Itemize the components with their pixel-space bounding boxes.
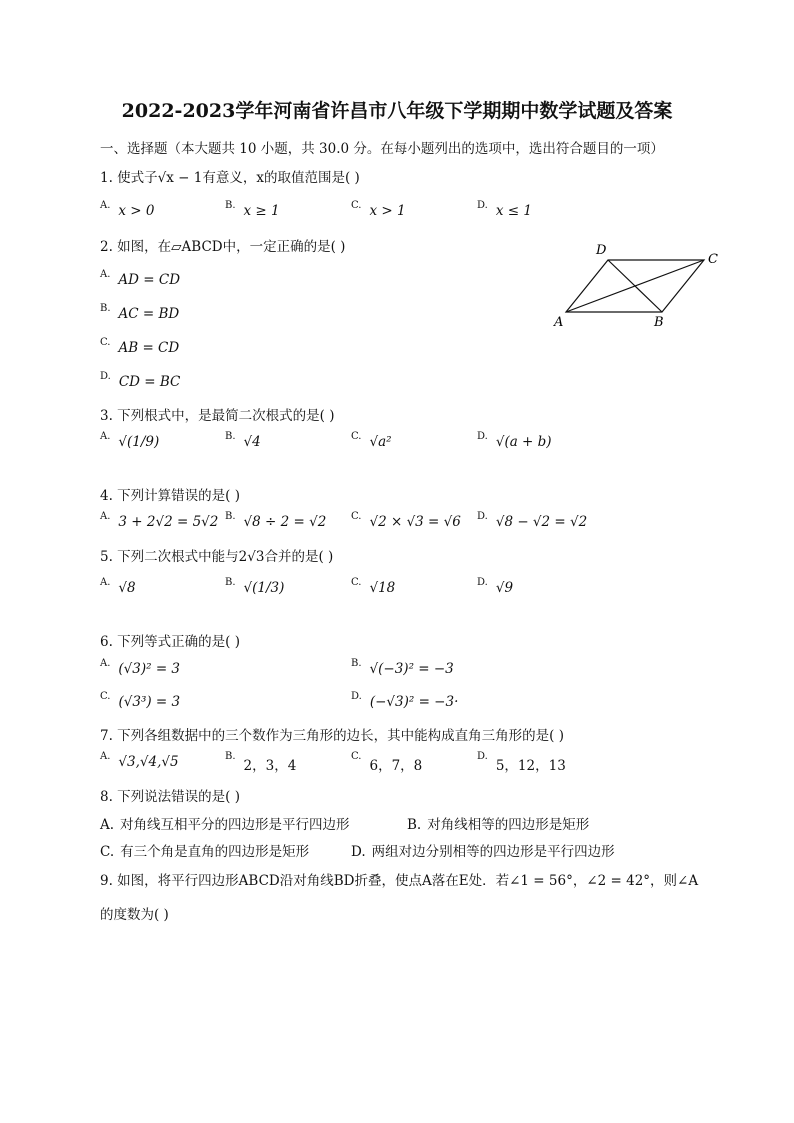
q4-option-c: $^{C.}$ √2 × √3 = √6 — [351, 511, 461, 530]
label-a: A — [554, 315, 564, 330]
q5-option-b: $^{B.}$ √(1/3) — [225, 577, 285, 596]
q2-option-a: $^{A.}$ AD = CD — [100, 269, 181, 288]
q7-option-a: $^{A.}$ √3,√4,√5 — [100, 751, 179, 770]
q5-option-d: $^{D.}$ √9 — [477, 577, 514, 596]
q1-option-c: $^{C.}$ x > 1 — [351, 200, 406, 219]
q8-option-d: D. 两组对边分别相等的四边形是平行四边形 — [351, 844, 615, 860]
q8-option-a: A. 对角线互相平分的四边形是平行四边形 — [100, 817, 350, 833]
question-8: 8. 下列说法错误的是( ) — [100, 789, 240, 805]
parallelogram-figure — [550, 240, 730, 335]
question-2: 2. 如图，在▱ABCD中，一定正确的是( ) — [100, 239, 346, 255]
q3-option-b: $^{B.}$ √4 — [225, 431, 261, 450]
q6-option-a: $^{A.}$ (√3)² = 3 — [100, 658, 181, 677]
question-1: 1. 使式子√x − 1有意义，x的取值范围是( ) — [100, 170, 360, 186]
q7-option-b: $^{B.}$2，3，4 — [225, 751, 297, 774]
q4-option-b: $^{B.}$ √8 ÷ 2 = √2 — [225, 511, 327, 530]
q6-option-b: $^{B.}$ √(−3)² = −3 — [351, 658, 454, 677]
q2-option-b: $^{B.}$ AC = BD — [100, 303, 180, 322]
page-title: 2022-2023学年河南省许昌市八年级下学期期中数学试题及答案 — [121, 100, 673, 122]
diagonal-bd — [608, 260, 662, 312]
q1-option-b: $^{B.}$ x ≥ 1 — [225, 200, 280, 219]
q4-option-d: $^{D.}$ √8 − √2 = √2 — [477, 511, 588, 530]
q7-option-d: $^{D.}$5，12，13 — [477, 751, 566, 774]
q3-option-c: $^{C.}$ √a² — [351, 431, 392, 450]
q8-option-c: C. 有三个角是直角的四边形是矩形 — [100, 844, 310, 860]
label-d: D — [596, 243, 607, 258]
question-6: 6. 下列等式正确的是( ) — [100, 634, 240, 650]
question-4: 4. 下列计算错误的是( ) — [100, 488, 240, 504]
q3-option-a: $^{A.}$ √(1/9) — [100, 431, 160, 450]
question-5: 5. 下列二次根式中能与2√3合并的是( ) — [100, 549, 334, 565]
q4-option-a: $^{A.}$ 3 + 2√2 = 5√2 — [100, 511, 219, 530]
q8-option-b: B. 对角线相等的四边形是矩形 — [407, 817, 590, 833]
q7-option-c: $^{C.}$6，7，8 — [351, 751, 423, 774]
question-7: 7. 下列各组数据中的三个数作为三角形的边长，其中能构成直角三角形的是( ) — [100, 728, 564, 744]
q2-option-d: $^{D.}$ CD = BC — [100, 371, 181, 390]
question-9: 9. 如图，将平行四边形ABCD沿对角线BD折叠，使点A落在E处．若∠1 = 56°，∠2 = 42°，则∠A — [100, 873, 699, 889]
q5-option-c: $^{C.}$ √18 — [351, 577, 396, 596]
q6-option-c: $^{C.}$ (√3³) = 3 — [100, 691, 181, 710]
q1-option-a: $^{A.}$ x > 0 — [100, 200, 155, 219]
q3-option-d: $^{D.}$ √(a + b) — [477, 431, 552, 450]
question-3: 3. 下列根式中，是最简二次根式的是( ) — [100, 408, 335, 424]
label-c: C — [708, 252, 718, 267]
q1-option-d: $^{D.}$ x ≤ 1 — [477, 200, 532, 219]
section-heading: 一、选择题（本大题共 10 小题，共 30.0 分。在每小题列出的选项中，选出符合题目的一项） — [100, 141, 664, 157]
q6-option-d: $^{D.}$ (−√3)² = −3· — [351, 691, 459, 710]
q2-option-c: $^{C.}$ AB = CD — [100, 337, 180, 356]
q5-option-a: $^{A.}$ √8 — [100, 577, 136, 596]
question-9-cont: 的度数为( ) — [100, 907, 169, 923]
label-b: B — [654, 315, 664, 330]
